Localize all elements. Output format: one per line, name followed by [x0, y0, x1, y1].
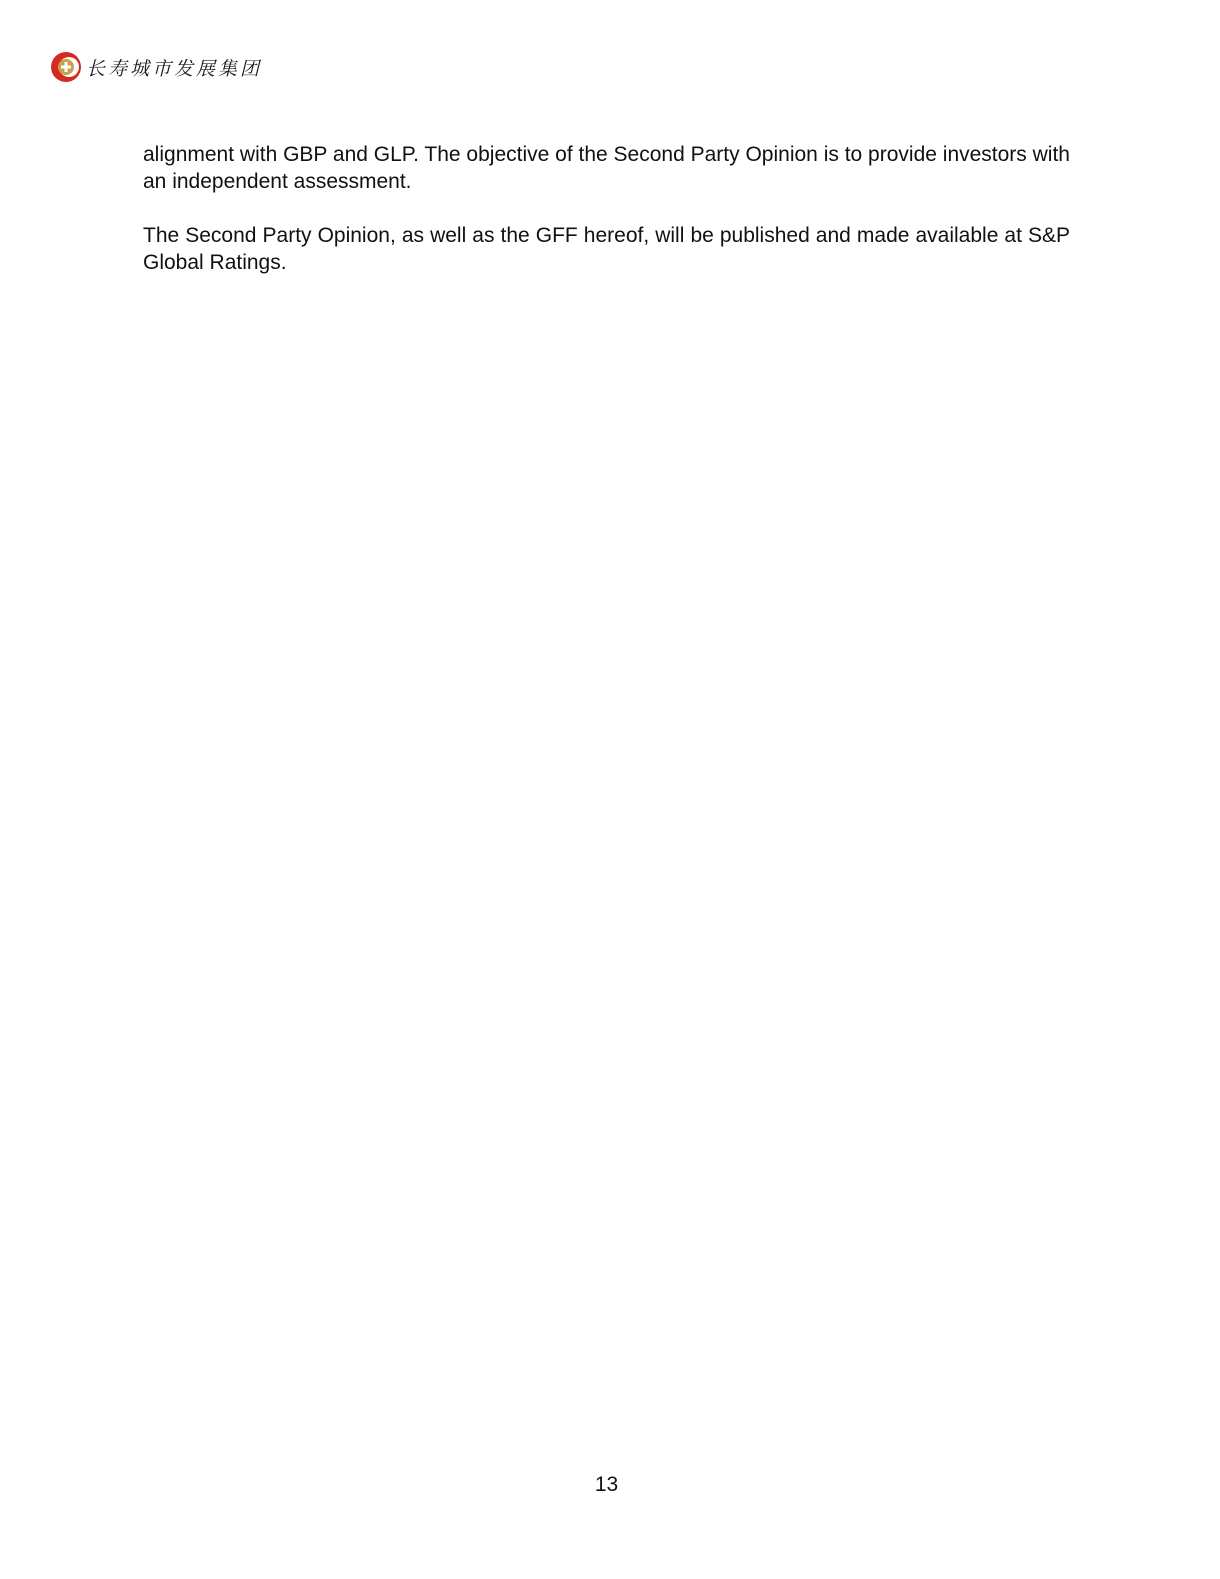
body-paragraph-1: alignment with GBP and GLP. The objective of the Second Party Opinion is to provide investors with an independent assessment.	[143, 143, 1070, 193]
body-paragraph-2: The Second Party Opinion, as well as the GFF hereof, will be published and made available at S&P Global Ratings.	[143, 224, 1070, 274]
page-content	[143, 141, 1070, 303]
company-logo-emblem	[50, 51, 82, 83]
page-number: 13	[594, 1473, 619, 1496]
company-logo-text: 长寿城市发展集团	[86, 57, 263, 80]
company-logo	[50, 51, 262, 83]
